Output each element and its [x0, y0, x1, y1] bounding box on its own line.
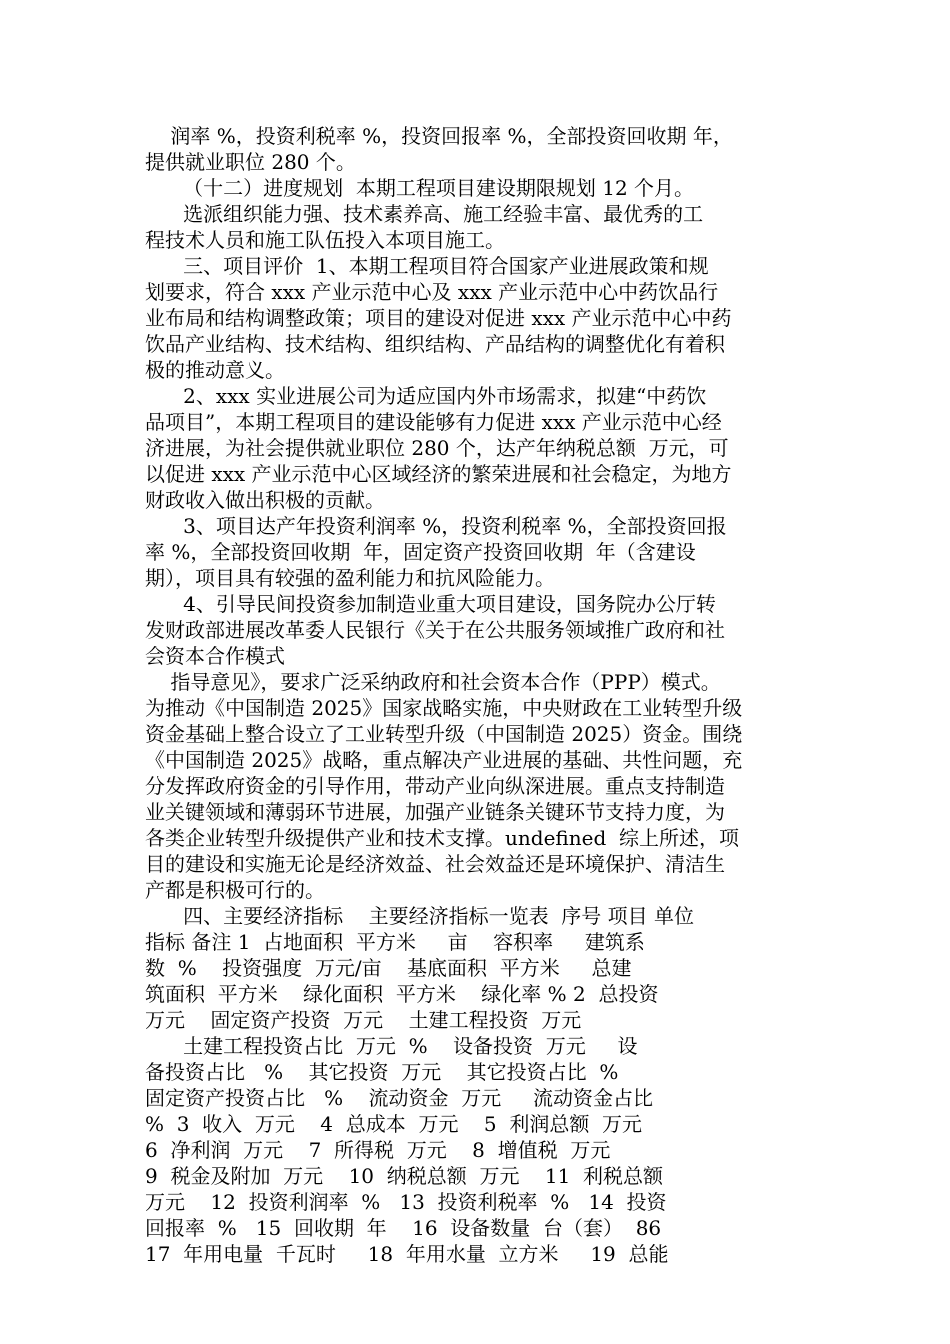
text-line: 指标 备注 1 占地面积 平方米 亩 容积率 建筑系: [145, 930, 645, 954]
text-line: 率 %，全部投资回收期 年，固定资产投资回收期 年（含建设: [145, 540, 696, 564]
text-line: 回报率 % 15 回收期 年 16 设备数量 台（套） 86: [145, 1216, 662, 1240]
text-line: 产都是积极可行的。: [145, 878, 325, 902]
text-line: 土建工程投资占比 万元 % 设备投资 万元 设: [145, 1034, 638, 1058]
text-line: 4、引导民间投资参加制造业重大项目建设，国务院办公厅转: [145, 592, 716, 616]
text-line: 备投资占比 % 其它投资 万元 其它投资占比 %: [145, 1060, 619, 1084]
text-line: % 3 收入 万元 4 总成本 万元 5 利润总额 万元: [145, 1112, 643, 1136]
text-line: 《中国制造 2025》战略，重点解决产业进展的基础、共性问题，充: [145, 748, 743, 772]
text-line: 万元 12 投资利润率 % 13 投资利税率 % 14 投资: [145, 1190, 667, 1214]
text-line: 17 年用电量 千瓦时 18 年用水量 立方米 19 总能: [145, 1242, 669, 1266]
text-line: 提供就业职位 280 个。: [145, 150, 356, 174]
text-line: 程技术人员和施工队伍投入本项目施工。: [145, 228, 505, 252]
text-line: 9 税金及附加 万元 10 纳税总额 万元 11 利税总额: [145, 1164, 664, 1188]
text-line: 期），项目具有较强的盈利能力和抗风险能力。: [145, 566, 555, 590]
text-line: 2、xxx 实业进展公司为适应国内外市场需求，拟建“中药饮: [145, 384, 707, 408]
text-line: 资金基础上整合设立了工业转型升级（中国制造 2025）资金。围绕: [145, 722, 743, 746]
text-line: 三、项目评价 1、本期工程项目符合国家产业进展政策和规: [145, 254, 709, 278]
text-line: 筑面积 平方米 绿化面积 平方米 绿化率 % 2 总投资: [145, 982, 659, 1006]
text-line: 数 % 投资强度 万元/亩 基底面积 平方米 总建: [145, 956, 632, 980]
text-line: 6 净利润 万元 7 所得税 万元 8 增值税 万元: [145, 1138, 611, 1162]
text-line: 极的推动意义。: [145, 358, 285, 382]
text-line: 固定资产投资占比 % 流动资金 万元 流动资金占比: [145, 1086, 654, 1110]
text-line: 分发挥政府资金的引导作用，带动产业向纵深进展。重点支持制造: [145, 774, 725, 798]
text-line: 万元 固定资产投资 万元 土建工程投资 万元: [145, 1008, 582, 1032]
text-line: 选派组织能力强、技术素养高、施工经验丰富、最优秀的工: [145, 202, 704, 226]
text-line: （十二）进度规划 本期工程项目建设期限规划 12 个月。: [145, 176, 695, 200]
text-line: 饮品产业结构、技术结构、组织结构、产品结构的调整优化有着积: [145, 332, 725, 356]
text-line: 以促进 xxx 产业示范中心区域经济的繁荣进展和社会稳定，为地方: [145, 462, 732, 486]
text-line: 财政收入做出积极的贡献。: [145, 488, 385, 512]
text-line: 3、项目达产年投资利润率 %，投资利税率 %，全部投资回报: [145, 514, 727, 538]
text-line: 业布局和结构调整政策；项目的建设对促进 xxx 产业示范中心中药: [145, 306, 732, 330]
text-line: 各类企业转型升级提供产业和技术支撑。undefined 综上所述，项: [145, 826, 739, 850]
text-line: 指导意见》，要求广泛采纳政府和社会资本合作（PPP）模式。: [145, 670, 721, 694]
text-line: 划要求，符合 xxx 产业示范中心及 xxx 产业示范中心中药饮品行: [145, 280, 719, 304]
text-line: 四、主要经济指标 主要经济指标一览表 序号 项目 单位: [145, 904, 695, 928]
text-line: 济进展，为社会提供就业职位 280 个，达产年纳税总额 万元，可: [145, 436, 729, 460]
text-line: 会资本合作模式: [145, 644, 285, 668]
text-line: 品项目”，本期工程项目的建设能够有力促进 xxx 产业示范中心经: [145, 410, 722, 434]
text-line: 发财政部进展改革委人民银行《关于在公共服务领域推广政府和社: [145, 618, 725, 642]
text-line: 润率 %，投资利税率 %，投资回报率 %，全部投资回收期 年，: [145, 124, 733, 148]
text-line: 业关键领域和薄弱环节进展，加强产业链条关键环节支持力度，为: [145, 800, 725, 824]
text-line: 目的建设和实施无论是经济效益、社会效益还是环境保护、清洁生: [145, 852, 725, 876]
text-line: 为推动《中国制造 2025》国家战略实施，中央财政在工业转型升级: [145, 696, 743, 720]
